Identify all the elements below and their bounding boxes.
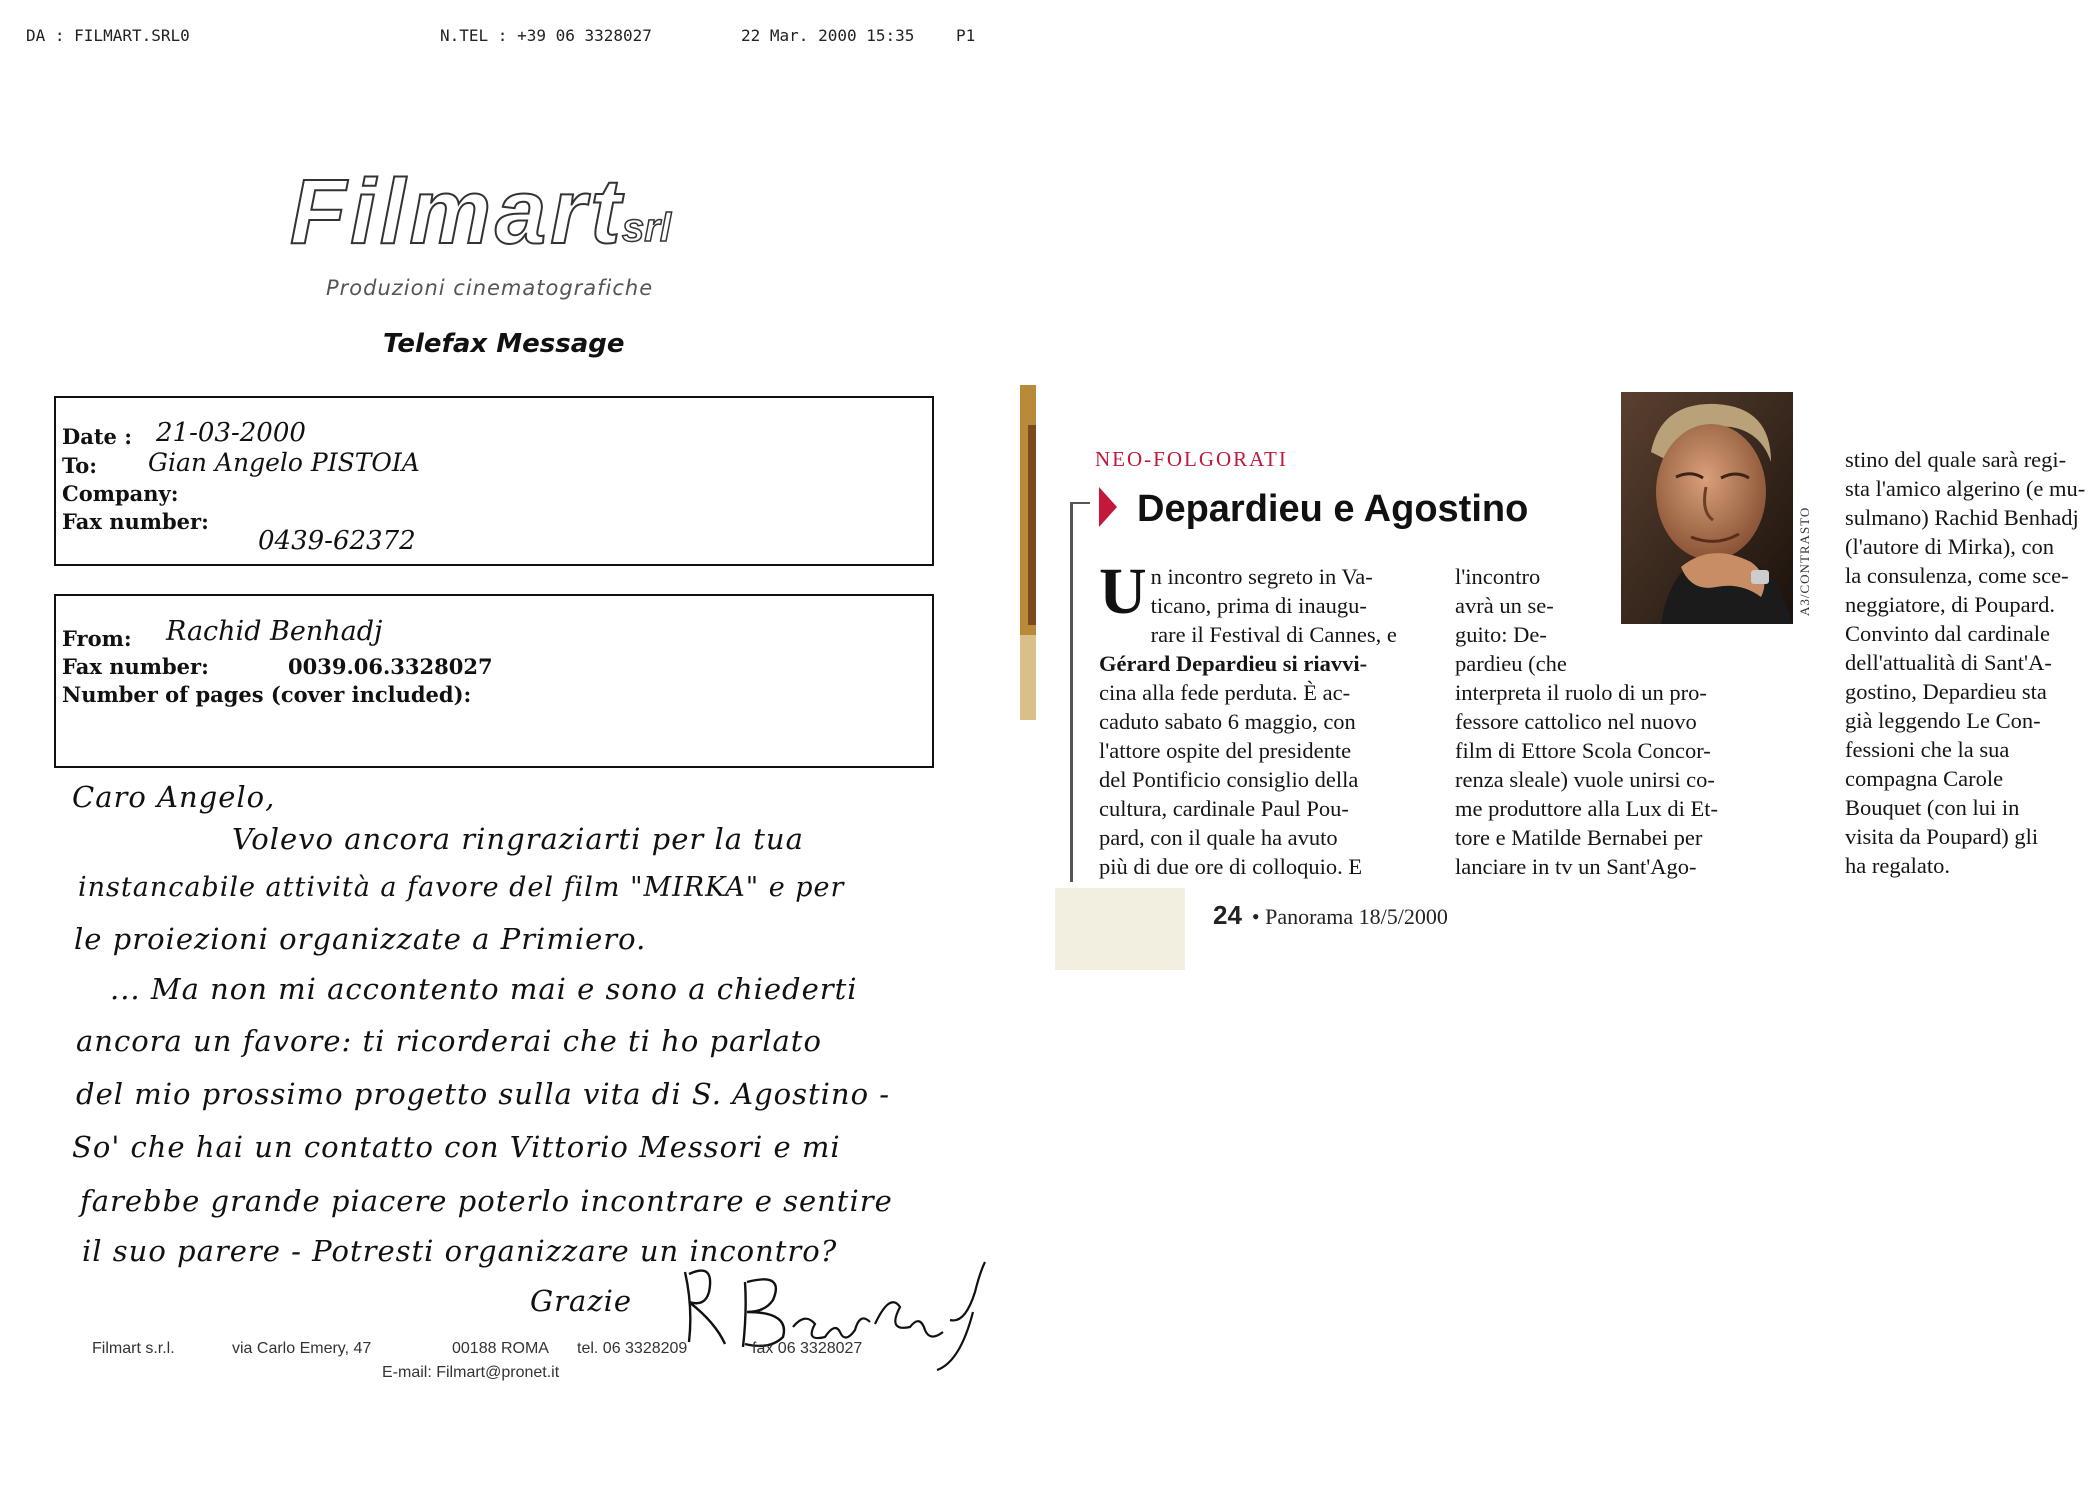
article-line: compagna Carole — [1845, 766, 2004, 791]
letter-line: le proiezioni organizzate a Primiero. — [74, 922, 647, 956]
letter-line: Caro Angelo, — [72, 780, 276, 814]
article-line: Gérard Depardieu si riavvi- — [1099, 651, 1368, 676]
to-fax-label: Fax number: — [62, 509, 209, 534]
article-line: l'incontro — [1455, 564, 1541, 589]
letterhead-footer — [92, 1340, 972, 1390]
company-label: Company: — [62, 481, 179, 506]
footer-company: Filmart s.r.l. — [92, 1340, 175, 1357]
article-line: pard, con il quale ha avuto — [1099, 825, 1338, 850]
letter-line: del mio prossimo progetto sulla vita di S. Agostino - — [76, 1077, 891, 1111]
article-line: stino del quale sarà regi- — [1845, 447, 2067, 472]
letter-line: ancora un favore: ti ricorderai che ti ho parlato — [76, 1024, 822, 1058]
page-number: 24 — [1213, 900, 1242, 930]
letter-line: Volevo ancora ringraziarti per la tua — [232, 822, 804, 856]
logo-suffix: srl — [622, 206, 671, 250]
rubric-rule-top — [1070, 502, 1090, 504]
article-line: rare il Festival di Cannes, e — [1150, 622, 1397, 647]
fax-page-number: P1 — [956, 26, 976, 45]
handwritten-letter — [70, 772, 970, 1332]
article-rubric: NEO-FOLGORATI — [1095, 447, 1288, 471]
article-line: caduto sabato 6 maggio, con — [1099, 709, 1356, 734]
issue-date: 18/5/2000 — [1358, 904, 1448, 929]
footer-address: via Carlo Emery, 47 — [232, 1340, 372, 1357]
article-line: la consulenza, come sce- — [1845, 563, 2069, 588]
filmart-logo — [290, 160, 730, 300]
letter-line: ... Ma non mi accontento mai e sono a chiederti — [110, 972, 858, 1006]
magazine-page-footer — [1213, 900, 1448, 931]
to-fax-value: 0439-62372 — [258, 526, 416, 556]
fax-sender-tel: N.TEL : +39 06 3328027 — [440, 26, 652, 45]
footer-tel: tel. 06 3328209 — [577, 1340, 688, 1357]
article-line: n incontro segreto in Va- — [1150, 564, 1373, 589]
letter-line: instancabile attività a favore del film "MIRKA" e per — [78, 872, 845, 903]
article-line: Bouquet (con lui in — [1845, 795, 2020, 820]
article-line: sta l'amico algerino (e mu- — [1845, 476, 2086, 501]
article-line: avrà un se- — [1455, 593, 1554, 618]
logo-wordmark: Filmart — [290, 161, 625, 263]
article-line: film di Ettore Scola Concor- — [1455, 738, 1711, 763]
article-line: cina alla fede perduta. È ac- — [1099, 680, 1351, 705]
article-line: (l'autore di Mirka), con — [1845, 534, 2054, 559]
from-fax-value: 0039.06.3328027 — [288, 654, 493, 679]
article-line: neggiatore, di Poupard. — [1845, 592, 2055, 617]
fax-sender-id: DA : FILMART.SRL0 — [26, 26, 190, 45]
article-line: fessore cattolico nel nuovo — [1455, 709, 1697, 734]
photo-credit: A3/CONTRASTO — [1797, 506, 1812, 616]
to-value: Gian Angelo PISTOIA — [148, 448, 420, 477]
article-line: Convinto dal cardinale — [1845, 621, 2050, 646]
adjacent-photo-edge — [1014, 385, 1036, 720]
drop-cap: U — [1099, 555, 1147, 628]
magazine-name: Panorama — [1265, 904, 1354, 929]
recipient-box — [54, 396, 934, 566]
page-footer-tint — [1055, 888, 1185, 970]
article-headline: Depardieu e Agostino — [1137, 488, 1529, 530]
article-line: del Pontificio consiglio della — [1099, 767, 1359, 792]
sender-box — [54, 594, 934, 768]
rubric-rule — [1070, 502, 1073, 882]
article-column-3 — [1845, 445, 2085, 880]
magazine-clipping — [1055, 380, 2090, 970]
letter-line: farebbe grande piacere poterlo incontrare e sentire — [80, 1184, 893, 1218]
telefax-title: Telefax Message — [383, 329, 625, 359]
footer-email: E-mail: Filmart@pronet.it — [382, 1364, 560, 1381]
article-line: ticano, prima di inaugu- — [1150, 593, 1367, 618]
article-line: visita da Poupard) gli — [1845, 824, 2039, 849]
letter-line: Grazie — [530, 1284, 633, 1318]
logo-subtitle: Produzioni cinematografiche — [326, 276, 654, 300]
article-line: ha regalato. — [1845, 853, 1950, 878]
article-line: l'attore ospite del presidente — [1099, 738, 1352, 763]
fax-transmission-header — [26, 26, 986, 50]
article-line: fessioni che la sua — [1845, 737, 2010, 762]
footer-bullet: • — [1251, 904, 1260, 929]
article-column-1 — [1099, 555, 1419, 881]
article-line: più di due ore di colloquio. E — [1099, 854, 1363, 879]
article-line: già leggendo Le Con- — [1845, 708, 2041, 733]
from-fax-label: Fax number: — [62, 654, 209, 679]
article-line: cultura, cardinale Paul Pou- — [1099, 796, 1349, 821]
pages-label: Number of pages (cover included): — [62, 682, 472, 707]
red-arrow-icon — [1099, 487, 1117, 527]
article-line: interpreta il ruolo di un pro- — [1455, 680, 1707, 705]
fax-datetime: 22 Mar. 2000 15:35 — [741, 26, 915, 45]
from-label: From: — [62, 626, 132, 651]
footer-fax: fax 06 3328027 — [752, 1340, 863, 1357]
footer-city: 00188 ROMA — [452, 1340, 549, 1357]
article-line: tore e Matilde Bernabei per — [1455, 825, 1703, 850]
article-line: dell'attualità di Sant'A- — [1845, 650, 2052, 675]
from-value: Rachid Benhadj — [166, 616, 383, 647]
article-line: me produttore alla Lux di Et- — [1455, 796, 1719, 821]
article-line: guito: De- — [1455, 622, 1547, 647]
article-column-2 — [1455, 562, 1815, 881]
to-label: To: — [62, 453, 97, 478]
article-line: sulmano) Rachid Benhadj — [1845, 505, 2079, 530]
date-label: Date : — [62, 424, 132, 449]
date-value: 21-03-2000 — [156, 418, 306, 448]
article-line: gostino, Depardieu sta — [1845, 679, 2047, 704]
article-line: renza sleale) vuole unirsi co- — [1455, 767, 1715, 792]
article-line: lanciare in tv un Sant'Ago- — [1455, 854, 1697, 879]
article-line: pardieu (che — [1455, 651, 1567, 676]
letter-line: il suo parere - Potresti organizzare un incontro? — [82, 1234, 838, 1268]
letter-line: So' che hai un contatto con Vittorio Messori e mi — [72, 1130, 841, 1164]
